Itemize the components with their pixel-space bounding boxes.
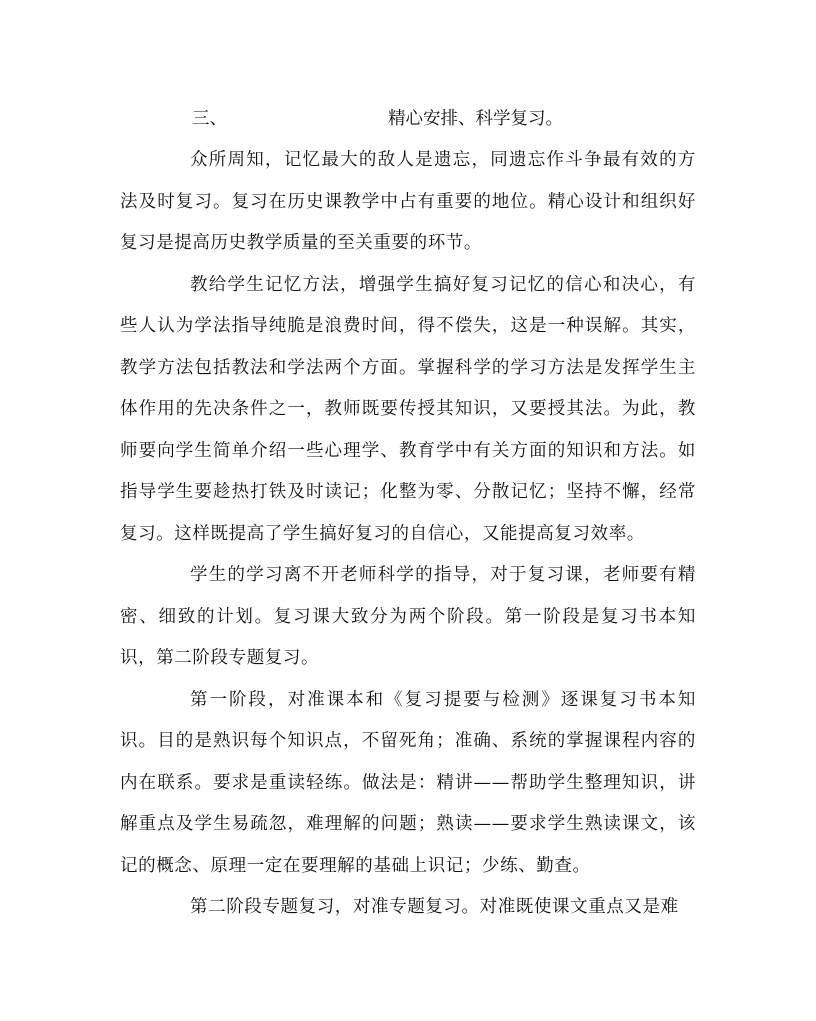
paragraph-3: 学生的学习离不开老师科学的指导，对于复习课，老师要有精密、细致的计划。复习课大致分为两个阶段。第一阶段是复习书本知识，第二阶段专题复习。	[120, 565, 696, 668]
body-text	[120, 140, 696, 929]
section-heading	[192, 103, 712, 135]
paragraph-1: 众所周知，记忆最大的敌人是遗忘，同遗忘作斗争最有效的方法及时复习。复习在历史课教学中占有重要的地位。精心设计和组织好复习是提高历史教学质量的至关重要的环节。	[120, 150, 696, 253]
paragraph-2: 教给学生记忆方法，增强学生搞好复习记忆的信心和决心，有些人认为学法指导纯脆是浪费时间，得不偿失，这是一种误解。其实，教学方法包括教法和学法两个方面。掌握科学的学习方法是发挥学生主体作用的先决条件之一，教师既要传授其知识，又要授其法。为此，教师要向学生简单介绍一些心理学、教育学中有关方面的知识和方法。如指导学生要趁热打铁及时读记；化整为零、分散记忆；坚持不懈，经常复习。这样既提高了学生搞好复习的自信心，又能提高复习效率。	[120, 274, 696, 544]
paragraph-4: 第一阶段，对准课本和《复习提要与检测》逐课复习书本知识。目的是熟识每个知识点，不留死角；准确、系统的掌握课程内容的内在联系。要求是重读轻练。做法是：精讲——帮助学生整理知识，讲解重点及学生易疏忽，难理解的问题；熟读——要求学生熟读课文，该记的概念、原理一定在要理解的基础上识记；少练、勤查。	[120, 689, 696, 876]
paragraph-5: 第二阶段专题复习，对准专题复习。对准既使课文重点又是难	[190, 897, 679, 917]
section-title: 精心安排、科学复习。	[388, 109, 563, 129]
section-number: 三、	[192, 109, 227, 129]
